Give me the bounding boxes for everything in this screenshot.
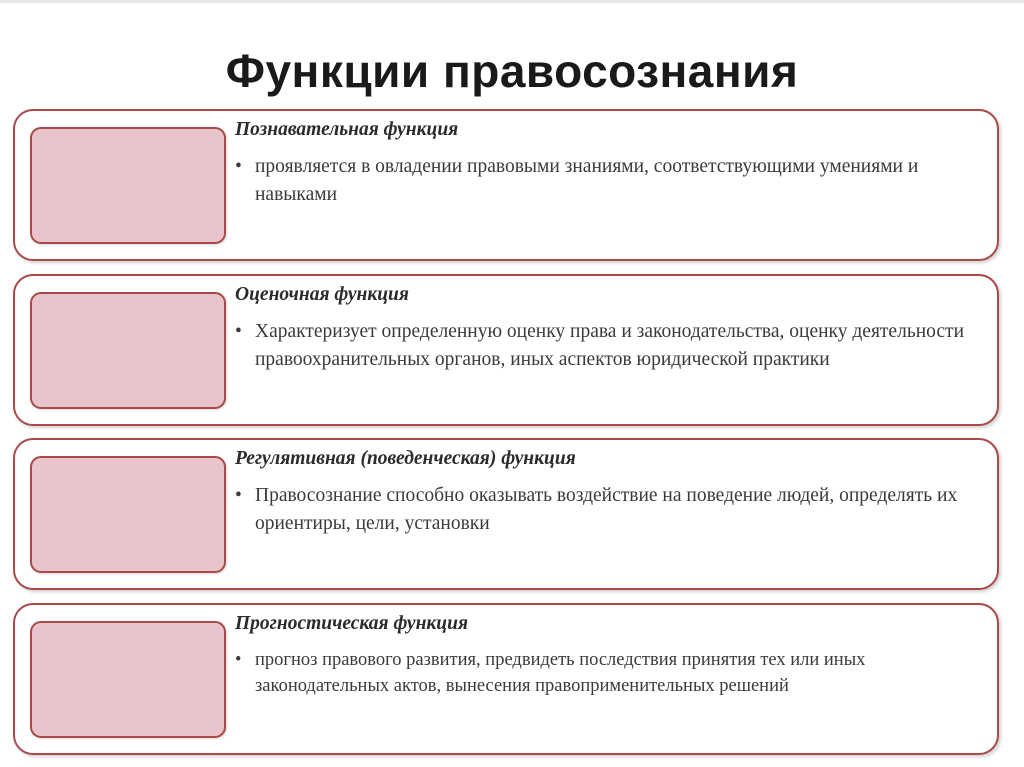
- card-heading: Прогностическая функция: [235, 613, 469, 634]
- card-description: Правосознание способно оказывать воздействие на поведение людей, определять их ориентиры, цели, установки: [255, 485, 958, 534]
- card-heading: Познавательная функция: [235, 119, 459, 140]
- bullet-icon: •: [235, 156, 242, 177]
- card-marker-box: [30, 127, 226, 244]
- bullet-icon: •: [235, 485, 242, 506]
- bullet-icon: •: [235, 650, 242, 670]
- function-card-evaluative: [13, 274, 999, 426]
- top-divider-line: [0, 0, 1024, 3]
- card-marker-box: [30, 621, 226, 738]
- bullet-icon: •: [235, 321, 242, 342]
- card-marker-box: [30, 456, 226, 573]
- card-bullet: [235, 647, 995, 699]
- card-heading: Оценочная функция: [235, 284, 409, 305]
- page-title: Функции правосознания: [225, 45, 799, 97]
- function-card-cognitive: [13, 109, 999, 261]
- card-bullet: [235, 153, 995, 209]
- card-bullet: [235, 318, 995, 374]
- card-description: проявляется в овладении правовыми знаниями, соответствующими умениями и навыками: [255, 156, 919, 205]
- function-card-prognostic: [13, 603, 999, 755]
- card-heading: Регулятивная (поведенческая) функция: [235, 448, 576, 469]
- card-bullet: [235, 482, 995, 538]
- card-description: Характеризует определенную оценку права и законодательства, оценку деятельности правоохранительных органов, иных аспектов юридической практики: [255, 321, 964, 370]
- function-card-regulative: [13, 438, 999, 590]
- card-marker-box: [30, 292, 226, 409]
- card-description: прогноз правового развития, предвидеть последствия принятия тех или иных законодательных актов, вынесения правоприменительных решений: [255, 650, 866, 696]
